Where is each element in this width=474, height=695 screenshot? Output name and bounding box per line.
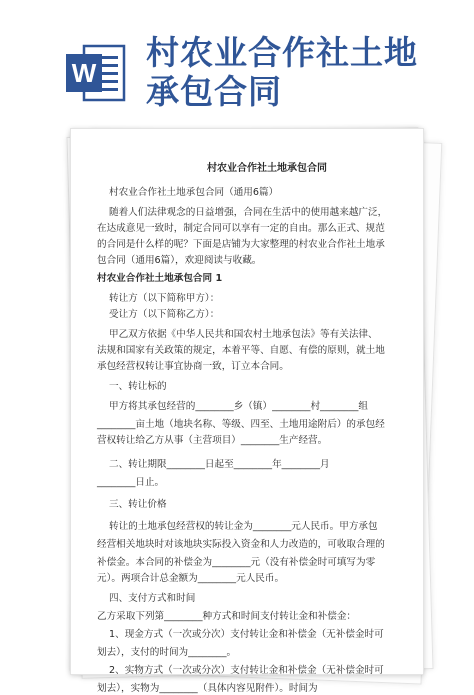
header-banner [0, 0, 474, 110]
doc-line: 营权转让给乙方从事（主营项目）________生产经营。 [97, 435, 328, 446]
doc-line: 划去），支付的时间为________。 [97, 647, 237, 658]
document-title: 村农业合作社土地承包合同 [207, 163, 327, 174]
doc-line: 乙方采取下列第________种方式和时间支付转让金和补偿金： [97, 611, 357, 622]
doc-line: 二、转让期限________日起至________年________月 [109, 459, 330, 470]
doc-line: 划去），实物为________（具体内容见附件）。时间为 [97, 683, 318, 694]
doc-line: 元）。两项合计总金额为________元人民币。 [97, 573, 285, 584]
doc-line: 随着人们法律观念的日益增强，合同在生活中的使用越来越广泛， [109, 207, 388, 218]
doc-line: 甲乙双方依据《中华人民共和国农村土地承包法》等有关法律、 [109, 329, 378, 340]
doc-line: 法规和国家有关政策的规定，本着平等、自愿、有偿的原则，就土地 [97, 345, 385, 356]
doc-line: 三、转让价格 [109, 499, 167, 510]
document-page [70, 128, 424, 694]
doc-line: 承包经营权转让事宜协商一致，订立本合同。 [97, 361, 289, 372]
doc-line: ________日止。 [97, 477, 165, 488]
doc-line: ________亩土地（地块名称、等级、四至、土地用途附后）的承包经 [97, 419, 385, 430]
doc-line: 一、转让标的 [109, 381, 167, 392]
doc-line: 经营相关地块时对该地块实际投入资金和人力改造的，可收取合理的 [97, 539, 385, 550]
banner-title-line-2: 承包合同 [146, 72, 282, 111]
doc-line: 的合同是什么样的呢？下面是店铺为大家整理的村农业合作社土地承 [97, 239, 385, 250]
word-document-icon [64, 40, 130, 106]
doc-line: 补偿金。本合同的补偿金为________元（没有补偿金时可填写为零 [97, 557, 376, 568]
doc-line: 2、实物方式（一次或分次）支付转让金和补偿金（无补偿金时可 [109, 665, 384, 676]
word-icon-letter: W [71, 58, 97, 88]
doc-line: 村农业合作社土地承包合同（通用6篇） [109, 187, 279, 198]
doc-line: 转让的土地承包经营权的转让金为________元人民币。甲方承包 [109, 521, 378, 532]
doc-line: 受让方（以下简称乙方）： [109, 309, 220, 320]
doc-line: 甲方将其承包经营的________乡（镇）________村________组 [109, 401, 369, 412]
doc-line: 包合同（通用6篇），欢迎阅读与收藏。 [97, 255, 262, 266]
doc-line: 四、支付方式和时间 [109, 593, 196, 604]
doc-line: 在达成意见一致时，制定合同可以享有一定的自由。那么正式、规范 [97, 223, 385, 234]
doc-line: 1、现金方式（一次或分次）支付转让金和补偿金（无补偿金时可 [109, 629, 384, 640]
document-paper-stack [70, 128, 442, 694]
banner-title-line-1: 村农业合作社土地 [146, 33, 418, 72]
section-heading: 村农业合作社土地承包合同 1 [97, 273, 223, 284]
doc-line: 转让方（以下简称甲方）： [109, 293, 220, 304]
